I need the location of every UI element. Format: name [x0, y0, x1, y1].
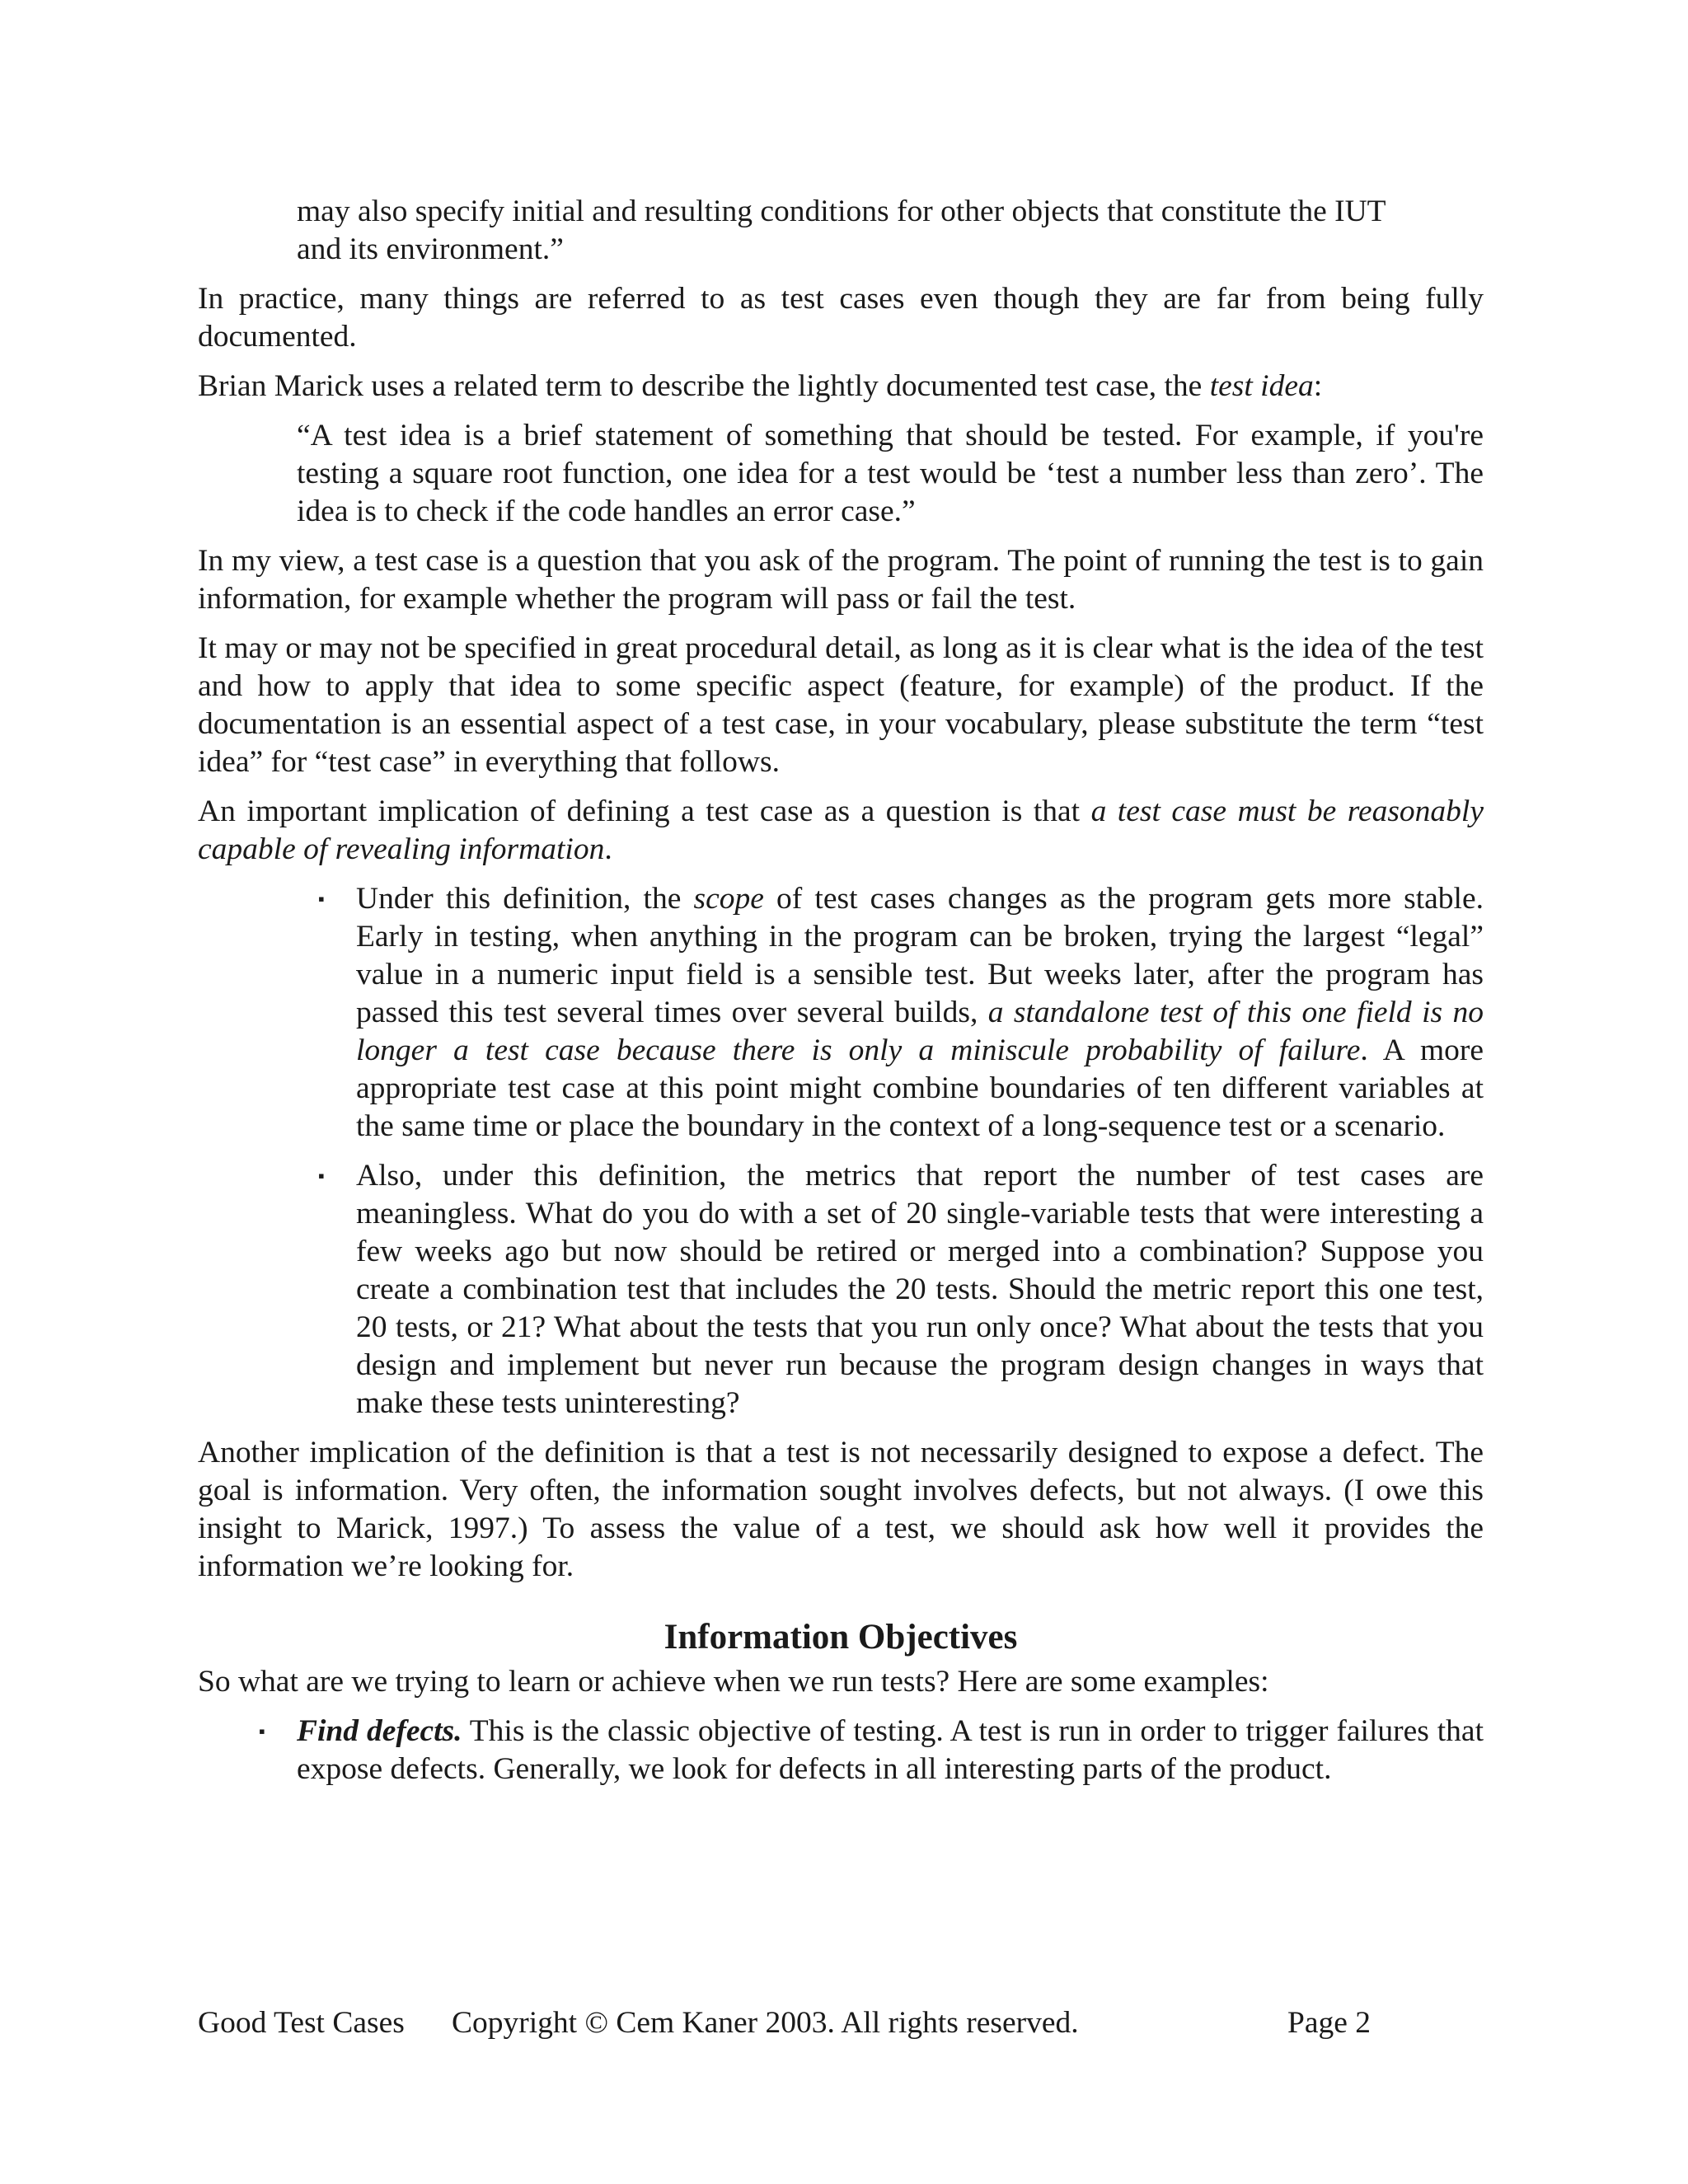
implication-text: An important implication of defining a test case as a question is that	[198, 794, 1091, 828]
quote-continuation-line1: may also specify initial and resulting conditions for other objects that constitute the IUT	[297, 194, 1386, 228]
scope-text-3: . A more appropriate test case at this point might combine boundaries of ten different variables at the same time or place the boundary in the context of a long-sequence test or a scenario.	[356, 1033, 1484, 1143]
implication-emphasis: a test case must be reasonably capable of revealing information	[198, 794, 1484, 866]
metrics-text: Also, under this definition, the metrics that report the number of test cases are meaningless. What do you do with a set of 20 single-variable tests that were interesting a few weeks ago but now should be retired or merged into a combination? Suppose you create a combination test that includes the 20 tests. Should the metric report this one test, 20 tests, or 21? What about the tests that you run only once? What about the tests that you design and implement but never run because the program design changes in ways that make these tests uninteresting?	[356, 1159, 1484, 1420]
quote-continuation-line2: and its environment.”	[297, 232, 564, 266]
marick-colon: :	[1313, 369, 1323, 403]
paragraph-practice: In practice, many things are referred to as test cases even though they are far from being fully documented.	[198, 282, 1484, 354]
scope-emphasis: a standalone test of this one field is no longer a test case because there is only a miniscule probability of failure	[356, 996, 1484, 1067]
bullet-square-icon: ▪	[318, 888, 325, 909]
paragraph-marick	[198, 368, 1484, 405]
bullet-square-icon: ▪	[318, 1165, 325, 1186]
find-defects-label: Find defects.	[297, 1714, 462, 1748]
list-item-metrics	[198, 1157, 1484, 1422]
paragraph-my-view: In my view, a test case is a question that you ask of the program. The point of running the test is to gain information, for example whether the program will pass or fail the test.	[198, 544, 1484, 616]
bullet-square-icon: ▪	[259, 1721, 265, 1741]
document-body	[198, 193, 1484, 1788]
quote-test-idea: “A test idea is a brief statement of something that should be tested. For example, if you're testing a square root function, one idea for a test would be ‘test a number less than zero’. The idea is to check if the code handles an error case.”	[297, 419, 1484, 528]
quote-continuation	[198, 193, 1484, 269]
list-item-scope	[198, 880, 1484, 1146]
implication-period: .	[604, 832, 612, 866]
scope-text-1: Under this definition, the	[356, 882, 694, 916]
find-defects-text: This is the classic objective of testing. A test is run in order to trigger failures that expose defects. Generally, we look for defects in all interesting parts of the product.	[297, 1714, 1484, 1786]
paragraph-so-what: So what are we trying to learn or achieve when we run tests? Here are some examples:	[198, 1665, 1269, 1699]
marick-text: Brian Marick uses a related term to describe the lightly documented test case, the	[198, 369, 1210, 403]
footer-title: Good Test Cases	[198, 2006, 405, 2040]
paragraph-specified: It may or may not be specified in great procedural detail, as long as it is clear what is the idea of the test and how to apply that idea to some specific aspect (feature, for example) of the product. If the documentation is an essential aspect of a test case, in your vocabulary, please substitute the term “test idea” for “test case” in everything that follows.	[198, 631, 1484, 779]
term-scope: scope	[693, 882, 764, 916]
scope-text-2: of test cases changes as the program gets more stable. Early in testing, when anything in the program can be broken, trying the largest “legal” value in a numeric input field is a sensible test. But weeks later, after the program has passed this test several times over several builds,	[356, 882, 1484, 1029]
footer-copyright: Copyright © Cem Kaner 2003. All rights reserved.	[452, 2006, 1079, 2040]
page-number: Page 2	[1287, 2006, 1372, 2040]
paragraph-implication	[198, 793, 1484, 869]
section-heading: Information Objectives	[663, 1618, 1018, 1657]
term-test-idea: test idea	[1209, 369, 1314, 403]
list-item-find-defects	[198, 1713, 1484, 1788]
paragraph-another-implication: Another implication of the definition is that a test is not necessarily designed to expose a defect. The goal is information. Very often, the information sought involves defects, but not always. (I owe this insight to Marick, 1997.) To assess the value of a test, we should ask how well it provides the information we’re looking for.	[198, 1436, 1484, 1583]
